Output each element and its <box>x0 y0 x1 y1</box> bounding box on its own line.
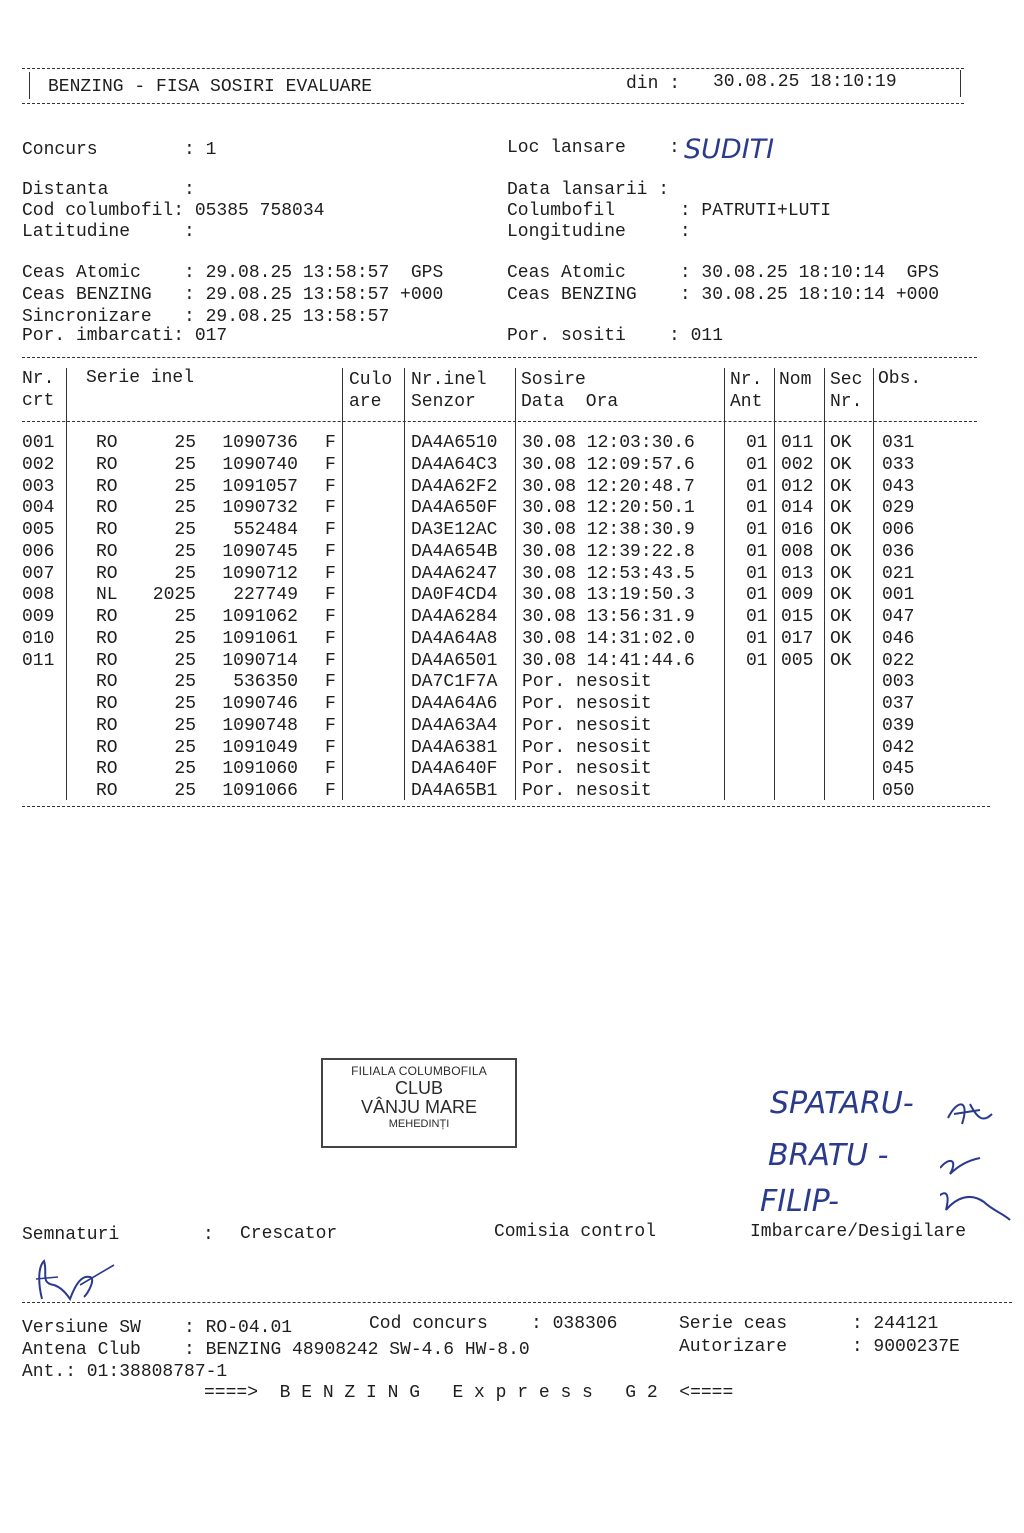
cell-an: 25 <box>174 520 196 540</box>
table-column-divider <box>824 368 825 800</box>
cell-sosire: 30.08 14:41:44.6 <box>522 650 695 671</box>
cell-ant: 01 <box>746 498 768 519</box>
cell-sex: F <box>325 650 336 671</box>
header-bottom-rule <box>22 103 964 104</box>
cell-senzor: DA4A6381 <box>411 737 498 758</box>
cell-senzor: DA4A650F <box>411 498 498 519</box>
cell-inel: 1090746 <box>222 694 298 714</box>
cell-inel: 1091057 <box>222 476 298 497</box>
cell-sex: F <box>325 585 336 606</box>
cell-senzor: DA4A64A6 <box>411 694 498 714</box>
cell-senzor: DA4A654B <box>411 541 498 562</box>
cell-sosire: Por. nesosit <box>522 759 652 780</box>
cell-sosire: Por. nesosit <box>522 781 652 801</box>
table-column-divider <box>515 368 516 800</box>
cell-an: 25 <box>174 498 196 519</box>
cell-sex: F <box>325 628 336 649</box>
cell-sosire: 30.08 13:19:50.3 <box>522 585 695 606</box>
cell-nom: 012 <box>781 476 814 497</box>
comisia-control-label: Comisia control <box>494 1222 657 1242</box>
cell-ant: 01 <box>746 476 768 497</box>
cell-senzor: DA4A62F2 <box>411 476 498 497</box>
cell-sosire: Por. nesosit <box>522 715 652 736</box>
cell-sex: F <box>325 520 336 540</box>
cell-sosire: 30.08 12:09:57.6 <box>522 454 695 475</box>
cell-obs: 031 <box>882 433 915 453</box>
table-column-divider <box>404 368 405 800</box>
cell-sex: F <box>325 672 336 693</box>
cell-inel: 1090712 <box>222 563 298 584</box>
cell-sex: F <box>325 759 336 780</box>
cell-obs: 021 <box>882 563 915 584</box>
cell-sec: OK <box>830 541 852 562</box>
cell-obs: 039 <box>882 715 915 736</box>
cell-inel: 1091049 <box>222 737 298 758</box>
versiune-sw: Versiune SW : RO-04.01 <box>22 1318 293 1338</box>
cell-senzor: DA0F4CD4 <box>411 585 498 606</box>
cell-senzor: DA4A6284 <box>411 607 498 627</box>
cell-nr: 005 <box>22 520 55 540</box>
cell-sec: OK <box>830 454 852 475</box>
cell-obs: 042 <box>882 737 915 758</box>
cell-sex: F <box>325 781 336 801</box>
longitudine-line: Longitudine : <box>507 222 691 242</box>
header-nom: Nom <box>779 370 812 390</box>
cell-sex: F <box>325 498 336 519</box>
cell-inel: 1090740 <box>222 454 298 475</box>
cell-sec: OK <box>830 498 852 519</box>
cell-obs: 045 <box>882 759 915 780</box>
cell-nom: 017 <box>781 628 814 649</box>
cod-concurs: Cod concurs : 038306 <box>369 1314 618 1334</box>
cell-an: 25 <box>174 694 196 714</box>
crescator-label: Crescator <box>240 1224 338 1244</box>
cell-sex: F <box>325 563 336 584</box>
cell-senzor: DA4A6247 <box>411 563 498 584</box>
cell-sec: OK <box>830 476 852 497</box>
loc-lansare-handwritten: SUDITI <box>684 134 775 165</box>
table-column-divider <box>724 368 725 800</box>
cell-sex: F <box>325 433 336 453</box>
cell-obs: 001 <box>882 585 915 606</box>
cell-obs: 050 <box>882 781 915 801</box>
cell-nom: 011 <box>781 433 814 453</box>
cell-nr: 003 <box>22 476 55 497</box>
footer-rule <box>22 1302 1012 1303</box>
cell-nr: 001 <box>22 433 55 453</box>
cell-inel: 1090714 <box>222 650 298 671</box>
header-senzor: Senzor <box>411 392 476 412</box>
autorizare: Autorizare : 9000237E <box>679 1337 960 1357</box>
cell-an: 25 <box>174 607 196 627</box>
cell-an: 25 <box>174 781 196 801</box>
cell-sosire: 30.08 12:53:43.5 <box>522 563 695 584</box>
header-ant: Ant <box>730 392 763 412</box>
cell-tara: RO <box>96 694 118 714</box>
cell-ant: 01 <box>746 563 768 584</box>
cell-sex: F <box>325 737 336 758</box>
cell-tara: RO <box>96 781 118 801</box>
cell-sosire: 30.08 12:20:48.7 <box>522 476 695 497</box>
cell-tara: RO <box>96 563 118 584</box>
cell-an: 25 <box>174 715 196 736</box>
cell-inel: 1091060 <box>222 759 298 780</box>
cell-sec: OK <box>830 433 852 453</box>
header-culo: Culo <box>349 370 393 390</box>
cell-nr: 008 <box>22 585 55 606</box>
loc-lansare-line: Loc lansare : <box>507 138 680 158</box>
cell-sosire: Por. nesosit <box>522 672 652 693</box>
distanta-line: Distanta : <box>22 180 195 200</box>
header-data-ora: Data Ora <box>521 392 619 412</box>
handwritten-spataru: SPATARU- <box>770 1086 914 1121</box>
table-column-divider <box>66 368 67 800</box>
cell-ant: 01 <box>746 607 768 627</box>
stamp-line-1: FILIALA COLUMBOFILA <box>351 1064 487 1078</box>
cell-inel: 1090745 <box>222 541 298 562</box>
cell-sosire: 30.08 12:20:50.1 <box>522 498 695 519</box>
crescator-signature <box>30 1253 120 1305</box>
cell-nr: 009 <box>22 607 55 627</box>
cell-senzor: DA4A64A8 <box>411 628 498 649</box>
cell-senzor: DA4A65B1 <box>411 781 498 801</box>
ceas-benzing-end: Ceas BENZING : 30.08.25 18:10:14 +000 <box>507 285 940 305</box>
handwritten-filip: FILIP- <box>760 1184 839 1219</box>
table-column-divider <box>774 368 775 800</box>
cell-tara: RO <box>96 520 118 540</box>
header-are: are <box>349 392 382 412</box>
cell-sosire: Por. nesosit <box>522 737 652 758</box>
cell-tara: RO <box>96 607 118 627</box>
ceas-atomic-start: Ceas Atomic : 29.08.25 13:58:57 GPS <box>22 263 444 283</box>
benzing-express-banner: ====> B E N Z I N G E x p r e s s G 2 <==== <box>204 1383 734 1403</box>
cell-obs: 006 <box>882 520 915 540</box>
cell-an: 25 <box>174 672 196 693</box>
stamp-line-3: VÂNJU MARE <box>360 1097 477 1117</box>
header-serie-inel: Serie inel <box>86 368 195 388</box>
cell-an: 25 <box>174 650 196 671</box>
header-nr-inel: Nr.inel <box>411 370 487 390</box>
cell-senzor: DA4A63A4 <box>411 715 498 736</box>
cell-obs: 043 <box>882 476 915 497</box>
cell-sosire: 30.08 12:03:30.6 <box>522 433 695 453</box>
cell-inel: 227749 <box>233 585 298 606</box>
table-column-divider <box>342 368 343 800</box>
cell-nom: 002 <box>781 454 814 475</box>
cell-inel: 552484 <box>233 520 298 540</box>
cell-an: 25 <box>174 759 196 780</box>
cell-sex: F <box>325 476 336 497</box>
semnaturi-colon: : <box>203 1225 214 1245</box>
cell-sec: OK <box>830 563 852 584</box>
data-lansarii-line: Data lansarii : <box>507 180 670 200</box>
cell-tara: NL <box>96 585 118 606</box>
porumbei-imbarcati: Por. imbarcati: 017 <box>22 326 228 346</box>
header-top-rule <box>22 68 964 69</box>
cell-an: 25 <box>174 541 196 562</box>
handwritten-bratu: BRATU - <box>768 1138 889 1173</box>
cell-obs: 036 <box>882 541 915 562</box>
document-title: BENZING - FISA SOSIRI EVALUARE <box>48 77 373 97</box>
header-sec: Sec <box>830 370 863 390</box>
cell-inel: 1090736 <box>222 433 298 453</box>
cell-ant: 01 <box>746 541 768 562</box>
cell-obs: 037 <box>882 694 915 714</box>
cell-senzor: DA4A640F <box>411 759 498 780</box>
cell-tara: RO <box>96 628 118 649</box>
cell-ant: 01 <box>746 433 768 453</box>
cell-sosire: 30.08 12:38:30.9 <box>522 520 695 540</box>
cell-inel: 1090748 <box>222 715 298 736</box>
cell-nom: 014 <box>781 498 814 519</box>
cell-sex: F <box>325 694 336 714</box>
cell-obs: 022 <box>882 650 915 671</box>
cell-nom: 008 <box>781 541 814 562</box>
cell-obs: 003 <box>882 672 915 693</box>
cell-sec: OK <box>830 585 852 606</box>
table-top-rule <box>22 357 977 358</box>
header-obs: Obs. <box>878 369 922 389</box>
cell-tara: RO <box>96 476 118 497</box>
cell-nom: 015 <box>781 607 814 627</box>
columbofil-line: Columbofil : PATRUTI+LUTI <box>507 201 832 221</box>
cell-sec: OK <box>830 650 852 671</box>
cell-tara: RO <box>96 759 118 780</box>
cell-an: 25 <box>174 563 196 584</box>
cod-columbofil-line: Cod columbofil: 05385 758034 <box>22 201 325 221</box>
latitudine-line: Latitudine : <box>22 222 195 242</box>
cell-inel: 536350 <box>233 672 298 693</box>
cell-nr: 006 <box>22 541 55 562</box>
antena-club: Antena Club : BENZING 48908242 SW-4.6 HW-8.0 <box>22 1340 530 1360</box>
cell-sec: OK <box>830 607 852 627</box>
header-nr-ant: Nr. <box>730 370 763 390</box>
stamp-line-4: MEHEDINȚI <box>388 1118 450 1130</box>
cell-ant: 01 <box>746 650 768 671</box>
cell-tara: RO <box>96 650 118 671</box>
cell-nr: 002 <box>22 454 55 475</box>
cell-nr: 004 <box>22 498 55 519</box>
handwritten-initials-signatures <box>940 1090 1024 1230</box>
cell-nom: 009 <box>781 585 814 606</box>
header-left-border <box>29 72 30 99</box>
semnaturi-label: Semnaturi <box>22 1225 120 1245</box>
cell-sosire: 30.08 13:56:31.9 <box>522 607 695 627</box>
header-sec-nr: Nr. <box>830 392 863 412</box>
cell-inel: 1091061 <box>222 628 298 649</box>
cell-an: 25 <box>174 628 196 649</box>
header-nr: Nr. <box>22 369 55 389</box>
imbarcare-desigilare-label: Imbarcare/Desigilare <box>750 1222 967 1242</box>
cell-senzor: DA4A6501 <box>411 650 498 671</box>
cell-senzor: DA4A6510 <box>411 433 498 453</box>
cell-obs: 047 <box>882 607 915 627</box>
cell-tara: RO <box>96 433 118 453</box>
porumbei-sositi: Por. sositi : 011 <box>507 326 724 346</box>
cell-tara: RO <box>96 672 118 693</box>
cell-an: 25 <box>174 454 196 475</box>
serie-ceas: Serie ceas : 244121 <box>679 1314 939 1334</box>
cell-obs: 046 <box>882 628 915 649</box>
cell-sex: F <box>325 607 336 627</box>
cell-obs: 033 <box>882 454 915 475</box>
cell-nr: 007 <box>22 563 55 584</box>
cell-sex: F <box>325 715 336 736</box>
cell-senzor: DA7C1F7A <box>411 672 498 693</box>
header-sosire: Sosire <box>521 370 586 390</box>
cell-an: 25 <box>174 476 196 497</box>
cell-an: 25 <box>174 433 196 453</box>
printed-timestamp: 30.08.25 18:10:19 <box>713 72 897 92</box>
cell-an: 2025 <box>152 585 196 606</box>
cell-senzor: DA4A64C3 <box>411 454 498 475</box>
cell-sosire: Por. nesosit <box>522 694 652 714</box>
cell-sosire: 30.08 12:39:22.8 <box>522 541 695 562</box>
ceas-atomic-end: Ceas Atomic : 30.08.25 18:10:14 GPS <box>507 263 940 283</box>
cell-obs: 029 <box>882 498 915 519</box>
cell-sex: F <box>325 454 336 475</box>
cell-sex: F <box>325 541 336 562</box>
header-right-border <box>960 70 961 97</box>
cell-tara: RO <box>96 715 118 736</box>
cell-nom: 005 <box>781 650 814 671</box>
cell-tara: RO <box>96 541 118 562</box>
antena-serial: Ant.: 01:38808787-1 <box>22 1362 228 1382</box>
cell-an: 25 <box>174 737 196 758</box>
concurs-line: Concurs : 1 <box>22 140 217 160</box>
cell-tara: RO <box>96 737 118 758</box>
din-label: din : <box>626 74 681 94</box>
cell-nr: 010 <box>22 628 55 649</box>
table-column-divider <box>873 368 874 800</box>
cell-tara: RO <box>96 454 118 475</box>
header-crt: crt <box>22 391 55 411</box>
club-stamp <box>321 1058 517 1148</box>
cell-ant: 01 <box>746 628 768 649</box>
cell-inel: 1091066 <box>222 781 298 801</box>
table-header-rule <box>22 421 977 422</box>
cell-sec: OK <box>830 520 852 540</box>
cell-tara: RO <box>96 498 118 519</box>
table-bottom-rule <box>22 806 990 807</box>
cell-nr: 011 <box>22 650 55 671</box>
cell-inel: 1091062 <box>222 607 298 627</box>
cell-sec: OK <box>830 628 852 649</box>
cell-nom: 016 <box>781 520 814 540</box>
cell-senzor: DA3E12AC <box>411 520 498 540</box>
ceas-benzing-start: Ceas BENZING : 29.08.25 13:58:57 +000 <box>22 285 444 305</box>
cell-nom: 013 <box>781 563 814 584</box>
cell-ant: 01 <box>746 454 768 475</box>
cell-ant: 01 <box>746 585 768 606</box>
cell-inel: 1090732 <box>222 498 298 519</box>
stamp-line-2: CLUB <box>394 1078 443 1098</box>
sincronizare-line: Sincronizare : 29.08.25 13:58:57 <box>22 307 390 327</box>
cell-sosire: 30.08 14:31:02.0 <box>522 628 695 649</box>
cell-ant: 01 <box>746 520 768 540</box>
